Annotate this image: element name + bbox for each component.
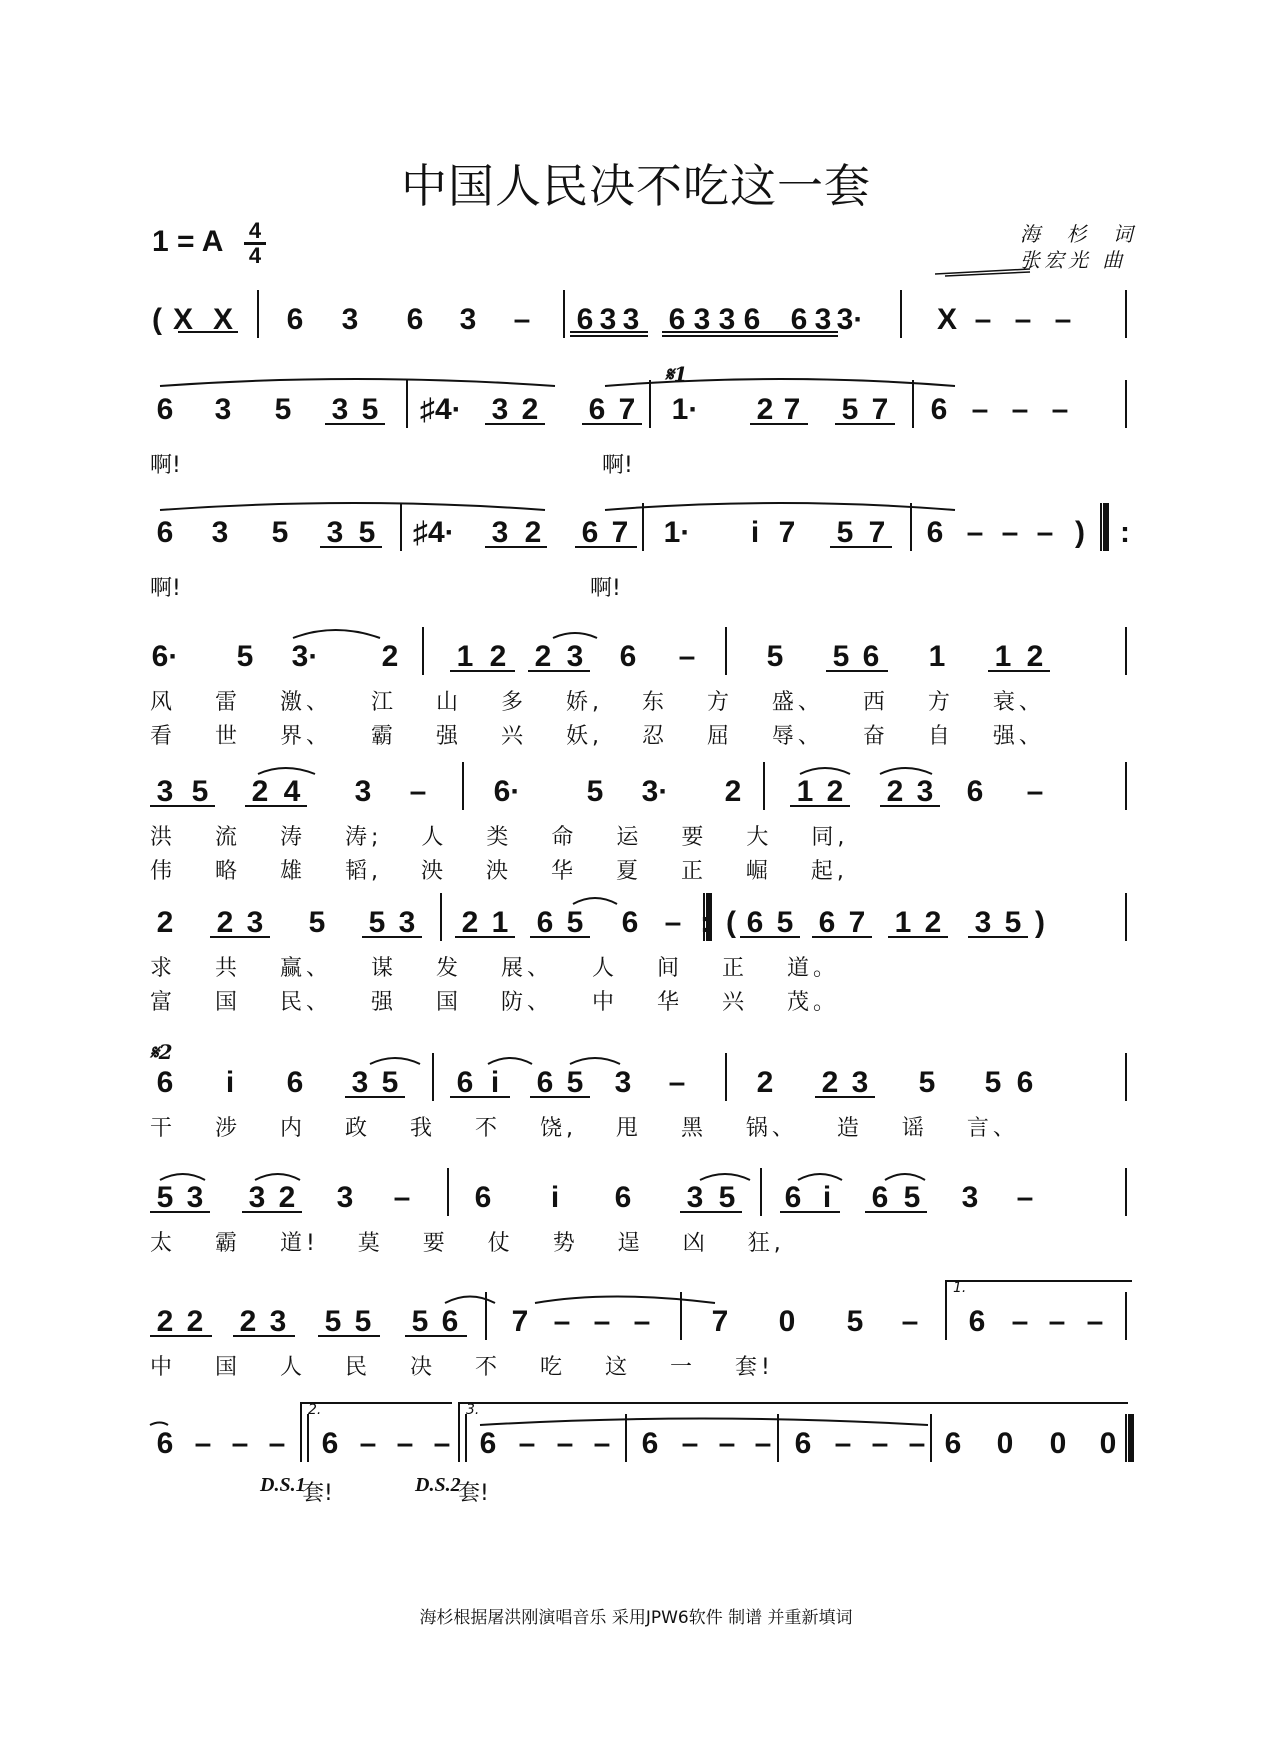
lyrics-row-4-verse-2: 看 世 界、 霸 强 兴 妖, 忍 屈 辱、 奋 自 强、	[150, 724, 1045, 749]
volta-1-label: 1.	[953, 1280, 967, 1296]
notes-row-5: 3 5 2 4 3 – 6· 5 3· 2 1 2 2 3 6 –	[150, 772, 1130, 812]
volta-1	[945, 1280, 1132, 1306]
lyrics-row-8: 太 霸 道! 莫 要 仗 势 逞 凶 狂,	[150, 1231, 785, 1256]
decoration-lines	[935, 264, 1035, 284]
composer-credit: 张宏光 曲	[1020, 248, 1127, 272]
notes-row-10: 6 – – – 6 – – – 6 – – – 6 – – – 6 – – – 6 0 0 0	[150, 1424, 1130, 1464]
notes-row-1: ( X X 6 3 6 3 – 6 3 3 6 3 3 6 6 3 3· X – – –	[150, 300, 1130, 340]
time-signature	[244, 220, 266, 267]
volta-2	[300, 1402, 452, 1428]
key-signature: 1 = A	[152, 225, 224, 258]
volta-2-label: 2.	[308, 1402, 322, 1418]
lyrics-row-6-verse-2: 富 国 民、 强 国 防、 中 华 兴 茂。	[150, 990, 839, 1015]
notes-row-4: 6· 5 3· 2 1 2 2 3 6 – 5 5 6 1 1 2	[150, 637, 1130, 677]
lyrics-row-4-verse-1: 风 雷 激、 江 山 多 娇, 东 方 盛、 西 方 衰、	[150, 690, 1045, 715]
ds-1-mark: D.S.1	[260, 1474, 306, 1496]
ds-2-mark: D.S.2	[415, 1474, 461, 1496]
notes-row-3: 6 3 5 3 5 ♯4· 3 2 6 7 1· i 7 5 7 6 – – – ) :	[150, 513, 1130, 553]
time-signature-top: 4	[244, 220, 266, 245]
footer-note: 海杉根据屠洪刚演唱音乐 采用JPW6软件 制谱 并重新填词	[419, 1608, 853, 1628]
notes-row-6: 2 2 3 5 5 3 2 1 6 5 6 – : ( 6 5 6 7 1 2 3 5 )	[150, 903, 1130, 943]
notes-row-8: 5 3 3 2 3 – 6 i 6 3 5 6 i 6 5 3 –	[150, 1178, 1130, 1218]
song-title: 中国人民决不吃这一套	[401, 159, 871, 213]
lyrics-row-7: 干 涉 内 政 我 不 饶, 甩 黑 锅、 造 谣 言、	[150, 1116, 1019, 1141]
notes-row-2: 6 3 5 3 5 ♯4· 3 2 6 7 1· 2 7 5 7 6 – – –	[150, 390, 1130, 430]
lyrics-row-5-verse-2: 伟 略 雄 韬, 泱 泱 华 夏 正 崛 起,	[150, 859, 848, 884]
lyrics-row-9: 中 国 人 民 决 不 吃 这 一 套!	[150, 1355, 774, 1380]
notes-row-9: 2 2 2 3 5 5 5 6 7 – – – 7 0 5 – 6 – – –	[150, 1302, 1130, 1342]
segno-2-mark: 𝄋2	[150, 1040, 173, 1064]
lyrics-row-6-verse-1: 求 共 赢、 谋 发 展、 人 间 正 道。	[150, 956, 839, 981]
segno-1-mark: 𝄋1	[665, 362, 688, 386]
lyrics-row-5-verse-1: 洪 流 涛 涛; 人 类 命 运 要 大 同,	[150, 825, 849, 850]
lyricist-credit: 海 杉 词	[1020, 222, 1143, 246]
notes-row-7: 6 i 6 3 5 6 i 6 5 3 – 2 2 3 5 5 6	[150, 1063, 1130, 1103]
volta-3	[458, 1402, 1128, 1428]
volta-3-label: 3.	[466, 1402, 480, 1418]
time-signature-bottom: 4	[248, 243, 262, 268]
